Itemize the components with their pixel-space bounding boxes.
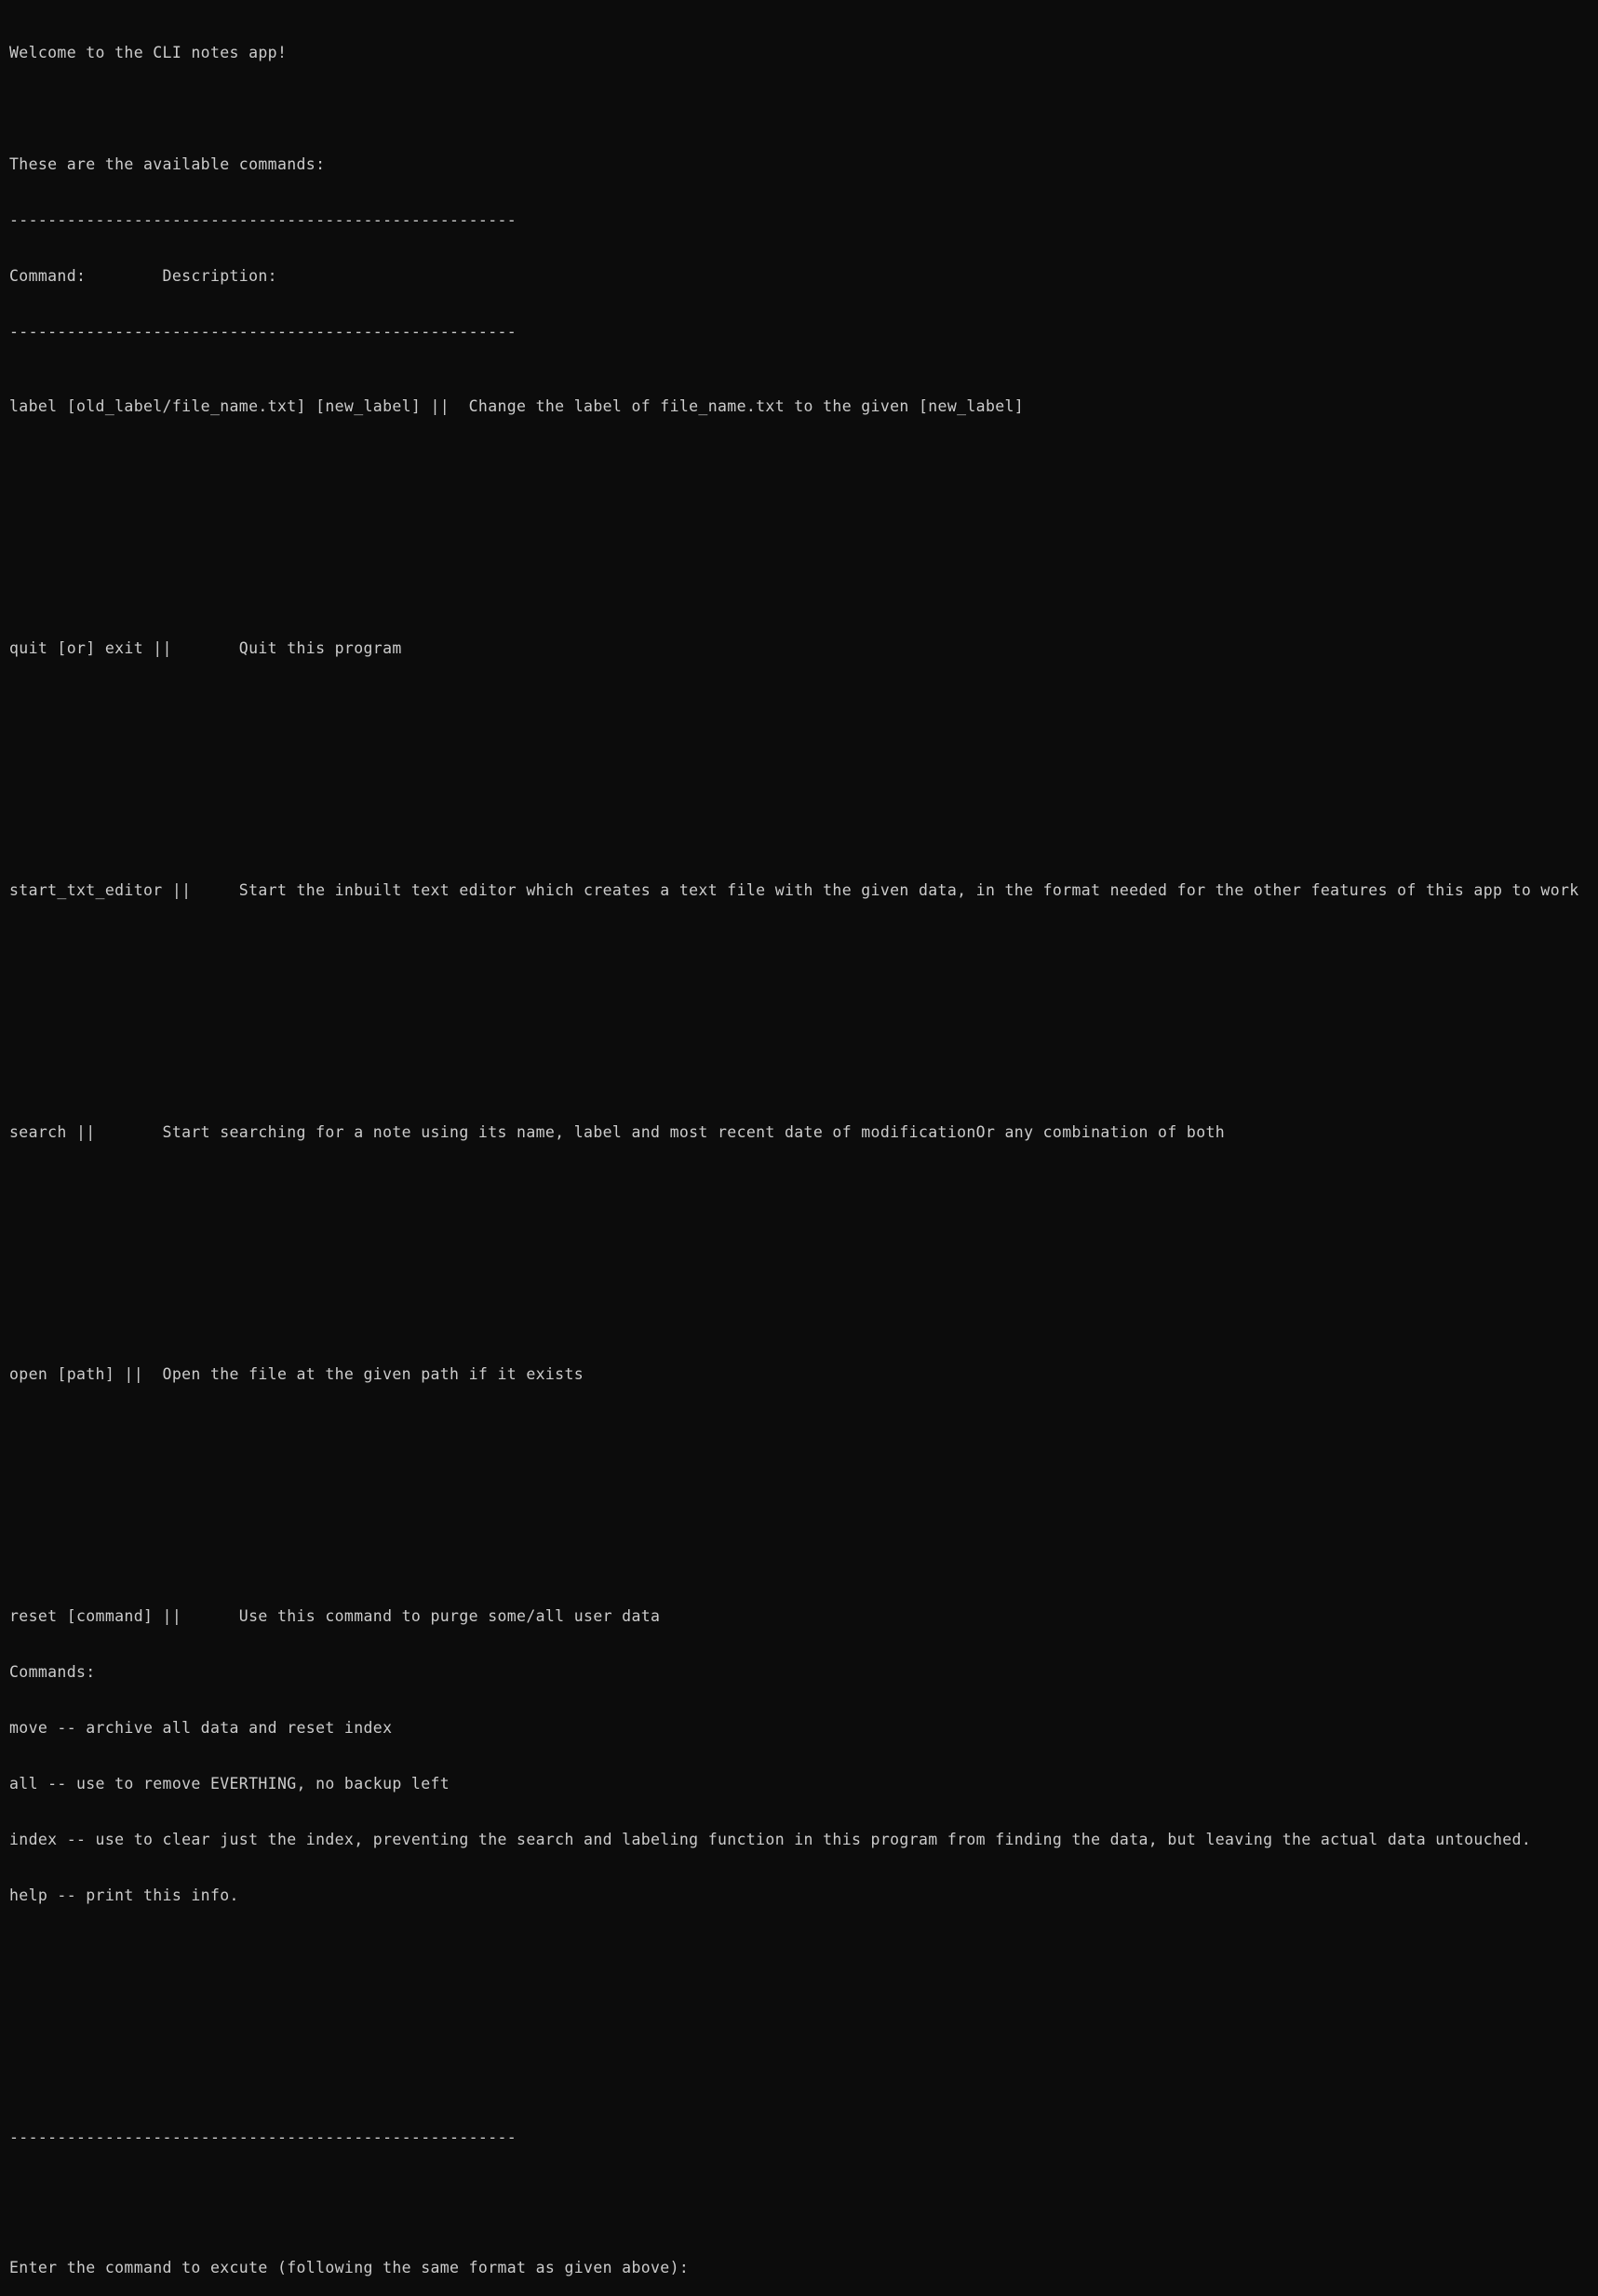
blank-line — [9, 937, 1598, 956]
command-label: label [old_label/file_name.txt] [new_label] || Change the label of file_name.txt to the given [new_label] — [9, 397, 1025, 415]
separator-bottom: ----------------------------------------------------- — [9, 2128, 517, 2146]
blank-line — [9, 100, 1598, 118]
command-search: search || Start searching for a note using its name, label and most recent date of modificationOr any combination of both — [9, 1123, 1226, 1141]
command-start-txt-editor: start_txt_editor || Start the inbuilt text editor which creates a text file with the given data, in the format needed for the other features of this app to work — [9, 881, 1579, 899]
command-prompt — [9, 2259, 1598, 2277]
blank-line — [9, 1421, 1598, 1440]
blank-line — [9, 695, 1598, 714]
prompt-label: Enter the command to excute (following the same format as given above): — [9, 2259, 690, 2276]
reset-sub-index: index -- use to clear just the index, preventing the search and labeling function in this program from finding the data, but leaving the actual data untouched. — [9, 1831, 1532, 1848]
reset-sub-all: all -- use to remove EVERTHING, no backup left — [9, 1775, 450, 1792]
blank-line — [9, 993, 1598, 1012]
blank-line — [9, 2054, 1598, 2073]
blank-line — [9, 453, 1598, 472]
blank-line — [9, 2184, 1598, 2203]
blank-line — [9, 1179, 1598, 1198]
blank-line — [9, 751, 1598, 770]
separator-top: ----------------------------------------------------- — [9, 211, 517, 229]
command-reset: reset [command] || Use this command to purge some/all user data — [9, 1607, 661, 1625]
intro-line: These are the available commands: — [9, 155, 326, 173]
blank-line — [9, 1998, 1598, 2017]
blank-line — [9, 1477, 1598, 1496]
separator-header: ----------------------------------------------------- — [9, 323, 517, 341]
welcome-line: Welcome to the CLI notes app! — [9, 44, 288, 61]
reset-sub-move: move -- archive all data and reset index — [9, 1719, 393, 1737]
command-quit: quit [or] exit || Quit this program — [9, 639, 402, 657]
blank-line — [9, 807, 1598, 826]
reset-sub-help: help -- print this info. — [9, 1886, 239, 1904]
terminal-output — [9, 7, 1598, 2296]
reset-sub-heading: Commands: — [9, 1663, 96, 1681]
blank-line — [9, 1533, 1598, 1551]
command-open: open [path] || Open the file at the given path if it exists — [9, 1365, 584, 1383]
blank-line — [9, 1291, 1598, 1309]
table-header: Command: Description: — [9, 267, 277, 285]
command-input[interactable] — [689, 2259, 1443, 2277]
blank-line — [9, 1942, 1598, 1961]
blank-line — [9, 1235, 1598, 1254]
blank-line — [9, 509, 1598, 528]
blank-line — [9, 1049, 1598, 1067]
blank-line — [9, 565, 1598, 584]
